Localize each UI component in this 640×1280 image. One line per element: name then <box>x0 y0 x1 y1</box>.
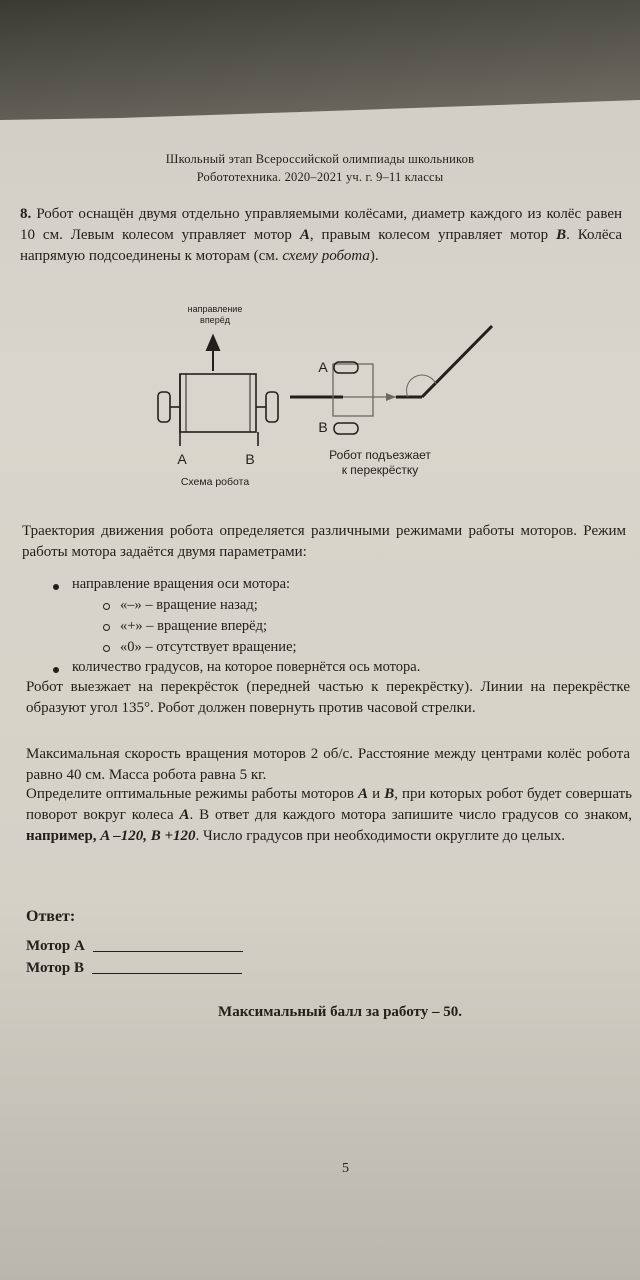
direction-label-2: вперёд <box>200 315 230 325</box>
schema-caption: Схема робота <box>180 476 250 488</box>
paragraph-intersection: Робот выезжает на перекрёсток (передней частью к перекрёстку). Линии на перекрёстке образуют угол 135°. Робот должен повернуть против часовой стрелки. <box>26 679 630 716</box>
wheel-b-label: B <box>245 451 255 467</box>
approach-caption-1: Робот подъезжает <box>329 448 431 462</box>
motor-a-answer-field[interactable] <box>93 937 243 952</box>
forward-arrow <box>207 336 219 371</box>
right-b-label: B <box>318 419 328 435</box>
robot-figure <box>140 296 520 496</box>
sub-bullet <box>103 645 110 652</box>
header-line-1: Школьный этап Всероссийской олимпиады школьников <box>165 152 475 166</box>
answer-title: Ответ: <box>26 908 76 925</box>
wheel-a-label: A <box>177 451 187 467</box>
approach-caption-2: к перекрёстку <box>341 463 419 477</box>
answer-motor-a: Мотор A <box>26 936 243 957</box>
task-number: 8. <box>20 206 32 222</box>
intersection-diagram <box>290 326 492 434</box>
max-score: Максимальный балл за работу – 50. <box>218 1004 462 1020</box>
direction-label-1: направление <box>187 304 243 314</box>
header-line-2: Робототехника. 2020–2021 уч. г. 9–11 классы <box>196 170 444 184</box>
sub-item-none: «0» – отсутствует вращение; <box>120 639 297 655</box>
page-number: 5 <box>342 1161 349 1176</box>
bullet-dot <box>53 584 59 590</box>
bullet-dot <box>53 667 59 673</box>
sub-bullet <box>103 603 110 610</box>
bullet-degrees: количество градусов, на которое повернётся ось мотора. <box>72 659 421 675</box>
robot-schema <box>158 374 278 446</box>
motor-b-answer-field[interactable] <box>92 959 242 974</box>
paragraph-modes: Траектория движения робота определяется различными режимами работы моторов. Режим работы мотора задаётся двумя параметрами: <box>22 523 626 560</box>
sub-item-forward: «+» – вращение вперёд; <box>120 618 268 634</box>
answer-motor-b: Мотор B <box>26 958 242 979</box>
bullet-direction: направление вращения оси мотора: <box>72 576 291 592</box>
right-a-label: A <box>318 359 328 375</box>
sub-bullet <box>103 624 110 631</box>
task-intro: 8. Робот оснащён двумя отдельно управляемыми колёсами, диаметр каждого из колёс равен 10 см. Левым колесом управляет мотор A, правым колесом управляет мотор B. Колёса напрямую подсоединены к моторам (см. схему робота). <box>20 206 623 264</box>
sub-item-back: «–» – вращение назад; <box>120 597 258 613</box>
paragraph-speed: Максимальная скорость вращения моторов 2 об/с. Расстояние между центрами колёс робота равно 40 см. Масса робота равна 5 кг. <box>26 746 630 783</box>
paragraph-question: Определите оптимальные режимы работы моторов A и B, при которых робот будет совершать поворот вокруг колеса A. В ответ для каждого мотора запишите число градусов со знаком, например, A –120, B +120. Число градусов при необходимости округлите до целых. <box>26 786 633 844</box>
